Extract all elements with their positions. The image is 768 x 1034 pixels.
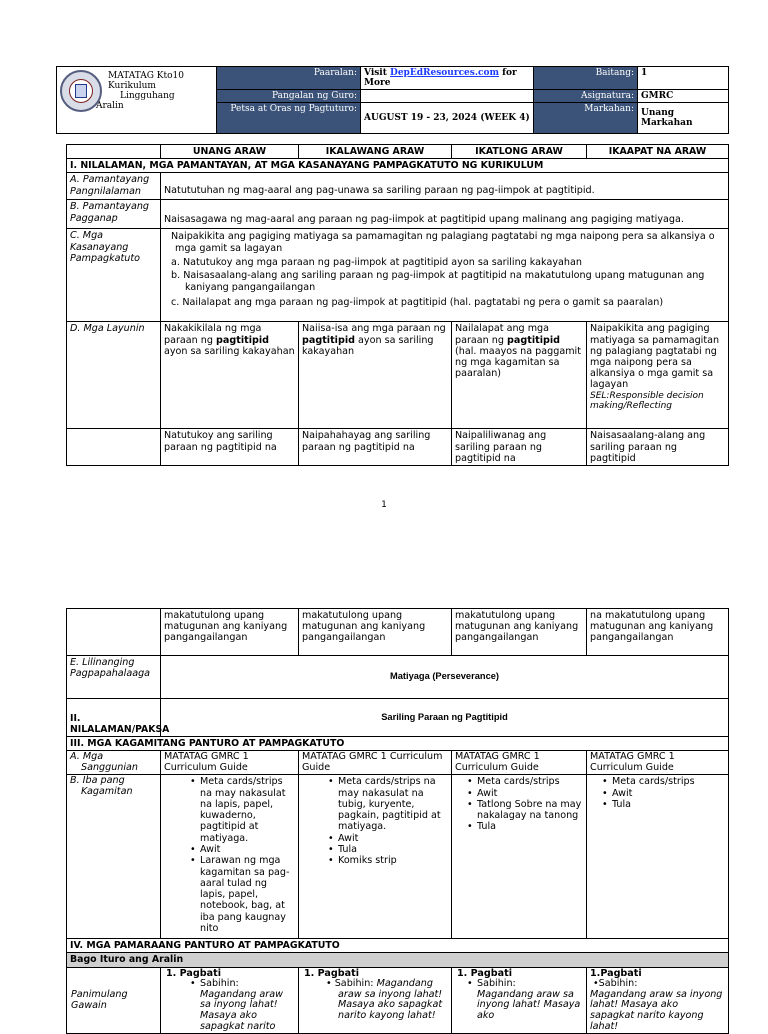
panimula-day4 (587, 967, 729, 1034)
section-3-heading: III. MGA KAGAMITANG PANTURO AT PAMPAGKATUTO (67, 737, 729, 751)
paaralan-value (361, 67, 534, 90)
d2-post: ayon sa sariling kakayahan (302, 334, 434, 357)
guro-label: Pangalan ng Guro: (217, 90, 361, 103)
d-row2-day4: Naisasaalang-alang ang sariling paraan ng pagtitipid (587, 429, 729, 466)
iba-3-4: • Tula (455, 821, 583, 832)
school-text-3: Lingguhang (120, 91, 175, 101)
b-label: B. Pamantayang Pagganap (67, 200, 161, 229)
d-label: D. Mga Layunin (67, 322, 161, 429)
petsa-label: Petsa at Oras ng Pagtuturo: (217, 103, 361, 134)
greet-3: Magandang araw sa inyong lahat! Masaya ako (477, 988, 581, 1021)
d1-post: ayon sa sariling kakayahan (164, 345, 295, 357)
school-text-2: Kurikulum (108, 81, 156, 91)
ii-value: Sariling Paraan ng Pagtitipid (161, 699, 729, 737)
a-text: Natututuhan ng mag-aaral ang pag-unawa sa sariling paraan ng pag-iimpok at pagtitipid. (161, 173, 729, 200)
d3-bold: pagtitipid (507, 334, 561, 346)
deped-resources-link[interactable]: DepEdResources.com (390, 68, 499, 78)
greet-4: Magandang araw sa inyong lahat! Masaya ako sapagkat narito kayong lahat! (590, 988, 723, 1032)
sanggunian-day2: MATATAG GMRC 1 Curriculum Guide (299, 751, 452, 775)
guro-value[interactable] (361, 90, 534, 103)
panimula-day3 (452, 967, 587, 1034)
header-table (56, 66, 728, 134)
cont-day2: makatutulong upang matugunan ang kaniyang pangangailangan (299, 609, 452, 656)
sabihin-4: •Sabihin: (593, 978, 638, 990)
d-row2-blank (67, 429, 161, 466)
d-day4 (587, 322, 729, 429)
e-label: E. Lilinanging Pagpapahalaaga (67, 656, 161, 699)
iba-1-2: • Awit (178, 844, 295, 855)
markahan-label: Markahan: (534, 103, 638, 134)
school-text-4: Aralin (96, 101, 124, 111)
d-row2-day3: Naipaliliwanag ang sariling paraan ng pagtitipid na (452, 429, 587, 466)
a-label: A. Pamantayang Pangnilalaman (67, 173, 161, 200)
lesson-table-page1 (66, 144, 728, 466)
iba-label: B. Iba pang Kagamitan (67, 775, 161, 939)
cont-blank (67, 609, 161, 656)
cont-day3: makatutulong upang matugunan ang kaniyang pangangailangan (452, 609, 587, 656)
panimula-day1 (161, 967, 299, 1034)
pagbati-2: 1. Pagbati (304, 967, 359, 979)
b-text: Naisasagawa ng mag-aaral ang paraan ng pag-iimpok at pagtitipid upang malinang ang pagiging matiyaga. (161, 200, 729, 229)
cont-day4: na makatutulong upang matugunan ang kaniyang pangangailangan (587, 609, 729, 656)
d-day1 (161, 322, 299, 429)
d-day3 (452, 322, 587, 429)
d3-post: (hal. maayos na paggamit ng mga kagamitan sa paaralan) (455, 345, 581, 380)
paaralan-suffix: for More (364, 68, 517, 88)
iba-day2 (299, 775, 452, 939)
iba-2-2: • Awit (316, 833, 448, 844)
sanggunian-day3: MATATAG GMRC 1 Curriculum Guide (452, 751, 587, 775)
iba-1-1: • Meta cards/strips na may nakasulat na lapis, papel, kuwaderno, pagtitipid at matiyaga. (178, 776, 295, 844)
sanggunian-day4: MATATAG GMRC 1 Curriculum Guide (587, 751, 729, 775)
pagbati-3: 1. Pagbati (457, 967, 512, 979)
iba-1-3: • Larawan ng mga kagamitan sa pag- aaral tulad ng lapis, papel, notebook, bag, at iba pang kaugnay nito (178, 855, 295, 934)
sanggunian-day1: MATATAG GMRC 1 Curriculum Guide (161, 751, 299, 775)
page-number: 1 (381, 500, 387, 510)
d1-pre: Nakakikilala ng mga paraan ng (164, 323, 262, 346)
pagbati-4: 1.Pagbati (590, 967, 642, 979)
school-text-1: MATATAG Kto10 (108, 71, 185, 81)
c-label: C. Mga Kasanayang Pampagkatuto (67, 229, 161, 322)
d4-text: Naipakikita ang pagiging matiyaga sa pamamagitan ng palagiang pagtatabi ng mga naipong pera sa alkansiya o mga gamit sa lagayan (590, 323, 720, 391)
d4-sel: SEL:Responsible decision making/Reflecting (590, 390, 704, 412)
iba-3-3: • Tatlong Sobre na may nakalagay na tanong (455, 799, 583, 822)
iba-2-4: • Komiks strip (316, 855, 448, 866)
sabihin-2-row: • Sabihin: Magandang araw sa inyong lahat! Masaya ako sapagkat narito kayong lahat! (326, 978, 443, 1021)
c-intro: Naipakikita ang pagiging matiyaga sa pamamagitan ng palagiang pagtatabi ng mga naipong pera sa alkansiya o mga gamit sa lagayan (171, 231, 715, 254)
iba-2-1: • Meta cards/strips na may nakasulat na tubig, kuryente, pagkain, pagtitipid at matiyaga. (316, 776, 448, 832)
day-3-header: IKATLONG ARAW (452, 145, 587, 159)
d2-bold: pagtitipid (302, 334, 355, 346)
ii-label: II. NILALAMAN/PAKSA (67, 699, 161, 737)
sabihin-2: Sabihin: (334, 978, 374, 990)
greet-2: Magandang araw sa inyong lahat! Masaya ako sapagkat narito kayong lahat! (338, 978, 443, 1021)
panimula-label: Panimulang Gawain (67, 967, 161, 1034)
d-row2-day2: Naipahahayag ang sariling paraan ng pagtitipid na (299, 429, 452, 466)
c-item-b: b. Naisasaalang-alang ang sariling paraan ng pag-iimpok at pagtitipid na makatutulong upang matugunan ang kaniyang pangangailangan (171, 270, 705, 293)
day-2-header: IKALAWANG ARAW (299, 145, 452, 159)
iba-4-3: • Tula (590, 799, 725, 810)
greet-1: Magandang araw sa inyong lahat! Masaya ako sapagkat narito (200, 988, 283, 1032)
pagbati-1: 1. Pagbati (166, 967, 221, 979)
asignatura-value: GMRC (638, 90, 729, 103)
iba-3-2: • Awit (455, 788, 583, 799)
section-4-heading: IV. MGA PAMARAANG PANTURO AT PAMPAGKATUTO (67, 939, 729, 953)
panimula-day2 (299, 967, 452, 1034)
deped-seal-logo (60, 70, 102, 112)
iba-day4 (587, 775, 729, 939)
iba-day3 (452, 775, 587, 939)
d1-bold: pagtitipid (216, 334, 270, 346)
iba-4-1: • Meta cards/strips (590, 776, 725, 787)
lesson-table-page2 (66, 608, 728, 1034)
c-item-c: c. Nailalapat ang mga paraan ng pag-iimpok at pagtitipid (hal. pagtatabi ng pera o gamit sa paaralan) (171, 297, 664, 309)
baitang-value: 1 (638, 67, 729, 90)
bago-ituro-heading: Bago Ituro ang Aralin (67, 953, 729, 967)
cont-day1: makatutulong upang matugunan ang kaniyang pangangailangan (161, 609, 299, 656)
d2-pre: Naiisa-isa ang mga paraan ng (302, 323, 446, 335)
markahan-value: Unang Markahan (638, 103, 729, 134)
sanggunian-label: A. Mga Sanggunian (67, 751, 161, 775)
e-value: Matiyaga (Perseverance) (161, 656, 729, 699)
sabihin-3: • Sabihin: (455, 979, 583, 990)
iba-2-3: • Tula (316, 844, 448, 855)
baitang-label: Baitang: (534, 67, 638, 90)
paaralan-label: Paaralan: (217, 67, 361, 90)
iba-4-2: • Awit (590, 788, 725, 799)
sabihin-1: • Sabihin: (178, 979, 295, 990)
c-cell (161, 229, 729, 322)
d-row2-day1: Natutukoy ang sariling paraan ng pagtitipid na (161, 429, 299, 466)
asignatura-label: Asignatura: (534, 90, 638, 103)
c-item-a: a. Natutukoy ang mga paraan ng pag-iimpok at pagtitipid ayon sa sariling kakayahan (171, 256, 582, 268)
day-4-header: IKAAPAT NA ARAW (587, 145, 729, 159)
iba-day1 (161, 775, 299, 939)
iba-3-1: • Meta cards/strips (455, 776, 583, 787)
d3-pre: Nailalapat ang mga paraan ng (455, 323, 550, 346)
d-day2 (299, 322, 452, 429)
corner-cell (67, 145, 161, 159)
section-1-heading: I. NILALAMAN, MGA PAMANTAYAN, AT MGA KASANAYANG PAMPAGKATUTO NG KURIKULUM (67, 159, 729, 173)
day-1-header: UNANG ARAW (161, 145, 299, 159)
petsa-value: AUGUST 19 - 23, 2024 (WEEK 4) (361, 103, 534, 134)
paaralan-prefix: Visit (364, 68, 391, 78)
